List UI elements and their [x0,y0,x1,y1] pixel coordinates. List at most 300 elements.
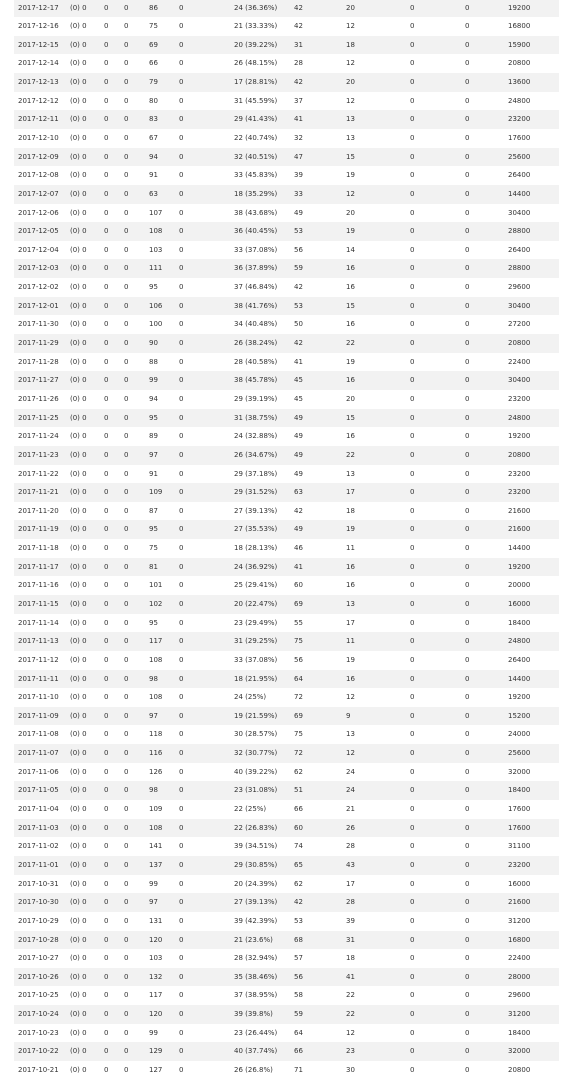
table-row [14,427,559,446]
col-9-cell: 12 [346,59,355,68]
col-2-cell: (0) 0 [70,1047,87,1056]
col-5-cell: 111 [149,264,163,273]
col-8-cell: 42 [294,898,303,907]
col-12-cell: 24000 [508,730,531,739]
col-7-cell: 37 (38.95%) [234,991,278,1000]
col-6-cell: 0 [179,394,184,403]
date-cell: 2017-12-06 [18,208,59,217]
col-8-cell: 42 [294,506,303,515]
col-7-cell: 38 (41.76%) [234,301,278,310]
col-12-cell: 18400 [508,618,531,627]
col-7-cell: 39 (39.8%) [234,1010,273,1019]
col-7-cell: 22 (26.83%) [234,823,278,832]
col-4-cell: 0 [124,506,129,515]
col-8-cell: 51 [294,786,303,795]
col-8-cell: 57 [294,954,303,963]
col-8-cell: 37 [294,96,303,105]
col-9-cell: 16 [346,432,355,441]
col-11-cell: 0 [465,208,470,217]
col-10-cell: 0 [410,581,415,590]
col-11-cell: 0 [465,879,470,888]
col-2-cell: (0) 0 [70,488,87,497]
col-3-cell: 0 [104,972,109,981]
col-3-cell: 0 [104,59,109,68]
col-4-cell: 0 [124,1010,129,1019]
col-6-cell: 0 [179,655,184,664]
col-7-cell: 18 (35.29%) [234,189,278,198]
col-9-cell: 17 [346,879,355,888]
col-6-cell: 0 [179,488,184,497]
col-2-cell: (0) 0 [70,115,87,124]
col-3-cell: 0 [104,655,109,664]
col-10-cell: 0 [410,898,415,907]
col-12-cell: 24800 [508,96,531,105]
col-11-cell: 0 [465,525,470,534]
col-4-cell: 0 [124,991,129,1000]
col-7-cell: 18 (28.13%) [234,544,278,553]
col-12-cell: 19200 [508,562,531,571]
col-11-cell: 0 [465,674,470,683]
table-row [14,204,559,223]
col-5-cell: 91 [149,171,158,180]
col-8-cell: 72 [294,749,303,758]
col-10-cell: 0 [410,488,415,497]
col-7-cell: 18 (21.95%) [234,674,278,683]
date-cell: 2017-11-29 [18,339,59,348]
col-10-cell: 0 [410,450,415,459]
col-12-cell: 16000 [508,600,531,608]
col-12-cell: 21600 [508,506,531,515]
col-3-cell: 0 [104,245,109,254]
col-12-cell: 20800 [508,59,531,68]
col-6-cell: 0 [179,357,184,366]
col-3-cell: 0 [104,1028,109,1037]
col-4-cell: 0 [124,581,129,590]
col-7-cell: 24 (25%) [234,693,267,702]
col-11-cell: 0 [465,488,470,497]
table-row [14,763,559,782]
col-8-cell: 49 [294,208,303,217]
col-11-cell: 0 [465,954,470,963]
col-6-cell: 0 [179,339,184,348]
col-9-cell: 15 [346,413,355,422]
date-cell: 2017-11-19 [18,525,59,534]
col-10-cell: 0 [410,283,415,292]
col-8-cell: 46 [294,544,303,553]
col-2-cell: (0) 0 [70,749,87,758]
date-cell: 2017-11-10 [18,693,59,702]
col-3-cell: 0 [104,413,109,422]
date-cell: 2017-11-02 [18,842,59,851]
col-11-cell: 0 [465,450,470,459]
col-5-cell: 95 [149,525,158,534]
col-4-cell: 0 [124,972,129,981]
col-7-cell: 27 (35.53%) [234,525,278,534]
table-row [14,520,559,539]
col-9-cell: 13 [346,115,355,124]
date-cell: 2017-10-25 [18,991,59,1000]
table-row [14,483,559,502]
col-2-cell: (0) 0 [70,1010,87,1019]
col-6-cell: 0 [179,1028,184,1037]
col-12-cell: 28000 [508,972,531,981]
col-9-cell: 22 [346,1010,355,1019]
col-8-cell: 72 [294,693,303,702]
date-cell: 2017-12-08 [18,171,59,180]
col-3-cell: 0 [104,805,109,814]
col-2-cell: (0) 0 [70,711,87,720]
col-3-cell: 0 [104,3,109,12]
date-cell: 2017-12-17 [18,3,59,12]
col-4-cell: 0 [124,264,129,273]
col-12-cell: 30400 [508,301,531,310]
col-6-cell: 0 [179,618,184,627]
col-10-cell: 0 [410,618,415,627]
col-12-cell: 19200 [508,3,531,12]
col-12-cell: 17600 [508,805,531,814]
col-5-cell: 97 [149,898,158,907]
col-9-cell: 13 [346,730,355,739]
col-10-cell: 0 [410,264,415,273]
col-8-cell: 68 [294,935,303,944]
col-12-cell: 32000 [508,1047,531,1056]
col-3-cell: 0 [104,935,109,944]
col-2-cell: (0) 0 [70,3,87,12]
col-12-cell: 28800 [508,227,531,236]
col-2-cell: (0) 0 [70,245,87,254]
col-2-cell: (0) 0 [70,879,87,888]
col-11-cell: 0 [465,432,470,441]
col-3-cell: 0 [104,450,109,459]
col-12-cell: 20800 [508,1066,531,1075]
col-4-cell: 0 [124,767,129,776]
col-12-cell: 27200 [508,320,531,329]
date-cell: 2017-11-24 [18,432,59,441]
col-10-cell: 0 [410,562,415,571]
col-12-cell: 23200 [508,469,531,478]
col-4-cell: 0 [124,152,129,161]
col-4-cell: 0 [124,3,129,12]
col-3-cell: 0 [104,916,109,925]
col-12-cell: 30400 [508,208,531,217]
col-4-cell: 0 [124,413,129,422]
col-5-cell: 99 [149,879,158,888]
table-row [14,54,559,73]
col-5-cell: 102 [149,600,163,608]
col-7-cell: 39 (42.39%) [234,916,278,925]
table-row [14,968,559,987]
col-5-cell: 107 [149,208,163,217]
col-4-cell: 0 [124,78,129,87]
col-4-cell: 0 [124,674,129,683]
col-10-cell: 0 [410,991,415,1000]
table-row [14,576,559,595]
col-10-cell: 0 [410,600,415,608]
col-12-cell: 16000 [508,879,531,888]
table-row [14,931,559,950]
col-9-cell: 20 [346,78,355,87]
col-3-cell: 0 [104,227,109,236]
col-11-cell: 0 [465,786,470,795]
col-5-cell: 100 [149,320,163,329]
table-row [14,651,559,670]
col-4-cell: 0 [124,488,129,497]
col-5-cell: 137 [149,860,163,869]
col-8-cell: 53 [294,227,303,236]
col-5-cell: 120 [149,935,163,944]
col-8-cell: 45 [294,376,303,385]
col-7-cell: 29 (37.18%) [234,469,278,478]
col-12-cell: 14400 [508,189,531,198]
col-12-cell: 19200 [508,693,531,702]
col-7-cell: 21 (23.6%) [234,935,273,944]
col-9-cell: 14 [346,245,355,254]
col-6-cell: 0 [179,991,184,1000]
col-5-cell: 127 [149,1066,163,1075]
col-5-cell: 91 [149,469,158,478]
col-2-cell: (0) 0 [70,376,87,385]
col-3-cell: 0 [104,264,109,273]
col-10-cell: 0 [410,245,415,254]
col-11-cell: 0 [465,506,470,515]
col-6-cell: 0 [179,935,184,944]
table-row [14,707,559,726]
col-2-cell: (0) 0 [70,544,87,553]
date-cell: 2017-11-30 [18,320,59,329]
col-7-cell: 22 (25%) [234,805,267,814]
col-2-cell: (0) 0 [70,674,87,683]
date-cell: 2017-11-25 [18,413,59,422]
col-8-cell: 50 [294,320,303,329]
col-11-cell: 0 [465,245,470,254]
col-2-cell: (0) 0 [70,935,87,944]
col-10-cell: 0 [410,842,415,851]
col-6-cell: 0 [179,805,184,814]
col-2-cell: (0) 0 [70,171,87,180]
col-5-cell: 75 [149,544,158,553]
col-7-cell: 22 (40.74%) [234,133,278,142]
col-5-cell: 95 [149,413,158,422]
date-cell: 2017-11-09 [18,711,59,720]
col-7-cell: 33 (37.08%) [234,655,278,664]
col-5-cell: 95 [149,283,158,292]
col-3-cell: 0 [104,283,109,292]
date-cell: 2017-11-06 [18,767,59,776]
date-cell: 2017-11-14 [18,618,59,627]
col-12-cell: 26400 [508,245,531,254]
table-row [14,1005,559,1024]
col-6-cell: 0 [179,40,184,49]
col-6-cell: 0 [179,637,184,646]
col-3-cell: 0 [104,171,109,180]
col-2-cell: (0) 0 [70,450,87,459]
col-11-cell: 0 [465,320,470,329]
col-11-cell: 0 [465,283,470,292]
col-11-cell: 0 [465,581,470,590]
table-row [14,502,559,521]
table-row [14,371,559,390]
col-6-cell: 0 [179,916,184,925]
col-8-cell: 74 [294,842,303,851]
col-10-cell: 0 [410,860,415,869]
col-8-cell: 62 [294,767,303,776]
col-4-cell: 0 [124,469,129,478]
col-7-cell: 26 (26.8%) [234,1066,273,1075]
col-8-cell: 64 [294,674,303,683]
col-5-cell: 118 [149,730,163,739]
col-7-cell: 29 (41.43%) [234,115,278,124]
col-9-cell: 24 [346,767,355,776]
col-7-cell: 20 (22.47%) [234,600,278,608]
col-3-cell: 0 [104,525,109,534]
col-12-cell: 21600 [508,898,531,907]
col-8-cell: 49 [294,432,303,441]
date-cell: 2017-11-18 [18,544,59,553]
col-6-cell: 0 [179,954,184,963]
col-7-cell: 38 (43.68%) [234,208,278,217]
col-10-cell: 0 [410,674,415,683]
col-3-cell: 0 [104,488,109,497]
col-8-cell: 64 [294,1028,303,1037]
col-11-cell: 0 [465,1047,470,1056]
col-5-cell: 94 [149,152,158,161]
date-cell: 2017-10-26 [18,972,59,981]
col-11-cell: 0 [465,637,470,646]
col-2-cell: (0) 0 [70,469,87,478]
col-2-cell: (0) 0 [70,208,87,217]
col-11-cell: 0 [465,562,470,571]
date-cell: 2017-11-17 [18,562,59,571]
col-12-cell: 19200 [508,432,531,441]
col-8-cell: 55 [294,618,303,627]
col-10-cell: 0 [410,432,415,441]
col-9-cell: 18 [346,40,355,49]
col-3-cell: 0 [104,506,109,515]
col-8-cell: 59 [294,1010,303,1019]
col-4-cell: 0 [124,189,129,198]
col-8-cell: 49 [294,413,303,422]
col-11-cell: 0 [465,78,470,87]
col-2-cell: (0) 0 [70,786,87,795]
col-10-cell: 0 [410,749,415,758]
col-3-cell: 0 [104,152,109,161]
col-11-cell: 0 [465,749,470,758]
col-5-cell: 141 [149,842,163,851]
col-2-cell: (0) 0 [70,842,87,851]
col-9-cell: 13 [346,469,355,478]
col-8-cell: 75 [294,637,303,646]
col-5-cell: 99 [149,376,158,385]
table-row [14,725,559,744]
table-row [14,1061,559,1080]
col-5-cell: 88 [149,357,158,366]
col-6-cell: 0 [179,600,184,608]
col-3-cell: 0 [104,357,109,366]
col-7-cell: 28 (32.94%) [234,954,278,963]
col-7-cell: 21 (33.33%) [234,22,278,31]
col-10-cell: 0 [410,339,415,348]
col-12-cell: 20000 [508,581,531,590]
col-6-cell: 0 [179,842,184,851]
date-cell: 2017-10-23 [18,1028,59,1037]
col-11-cell: 0 [465,655,470,664]
col-5-cell: 108 [149,227,163,236]
col-4-cell: 0 [124,171,129,180]
col-7-cell: 26 (48.15%) [234,59,278,68]
col-12-cell: 29600 [508,991,531,1000]
col-4-cell: 0 [124,227,129,236]
col-9-cell: 43 [346,860,355,869]
col-7-cell: 31 (45.59%) [234,96,278,105]
col-3-cell: 0 [104,1066,109,1075]
col-8-cell: 49 [294,525,303,534]
col-3-cell: 0 [104,711,109,720]
date-cell: 2017-12-07 [18,189,59,198]
col-11-cell: 0 [465,898,470,907]
date-cell: 2017-10-28 [18,935,59,944]
date-cell: 2017-11-23 [18,450,59,459]
col-2-cell: (0) 0 [70,264,87,273]
col-12-cell: 31200 [508,1010,531,1019]
col-3-cell: 0 [104,954,109,963]
col-12-cell: 16800 [508,935,531,944]
col-4-cell: 0 [124,525,129,534]
table-row [14,800,559,819]
col-8-cell: 33 [294,189,303,198]
col-12-cell: 13600 [508,78,531,87]
col-8-cell: 53 [294,916,303,925]
col-3-cell: 0 [104,208,109,217]
col-6-cell: 0 [179,133,184,142]
col-4-cell: 0 [124,339,129,348]
col-3-cell: 0 [104,78,109,87]
col-9-cell: 23 [346,1047,355,1056]
col-9-cell: 26 [346,823,355,832]
col-10-cell: 0 [410,78,415,87]
col-5-cell: 80 [149,96,158,105]
col-8-cell: 49 [294,450,303,459]
col-3-cell: 0 [104,115,109,124]
date-cell: 2017-11-11 [18,674,59,683]
col-11-cell: 0 [465,823,470,832]
date-cell: 2017-12-05 [18,227,59,236]
col-11-cell: 0 [465,394,470,403]
table-row [14,632,559,651]
col-3-cell: 0 [104,581,109,590]
col-8-cell: 42 [294,3,303,12]
col-4-cell: 0 [124,450,129,459]
col-11-cell: 0 [465,59,470,68]
col-6-cell: 0 [179,152,184,161]
col-5-cell: 109 [149,488,163,497]
col-7-cell: 20 (24.39%) [234,879,278,888]
col-8-cell: 71 [294,1066,303,1075]
col-2-cell: (0) 0 [70,954,87,963]
col-6-cell: 0 [179,227,184,236]
col-4-cell: 0 [124,115,129,124]
col-12-cell: 24800 [508,413,531,422]
col-5-cell: 81 [149,562,158,571]
col-4-cell: 0 [124,40,129,49]
col-12-cell: 23200 [508,488,531,497]
col-4-cell: 0 [124,245,129,254]
col-9-cell: 12 [346,749,355,758]
col-11-cell: 0 [465,376,470,385]
col-4-cell: 0 [124,544,129,553]
col-10-cell: 0 [410,1028,415,1037]
col-10-cell: 0 [410,972,415,981]
col-4-cell: 0 [124,655,129,664]
